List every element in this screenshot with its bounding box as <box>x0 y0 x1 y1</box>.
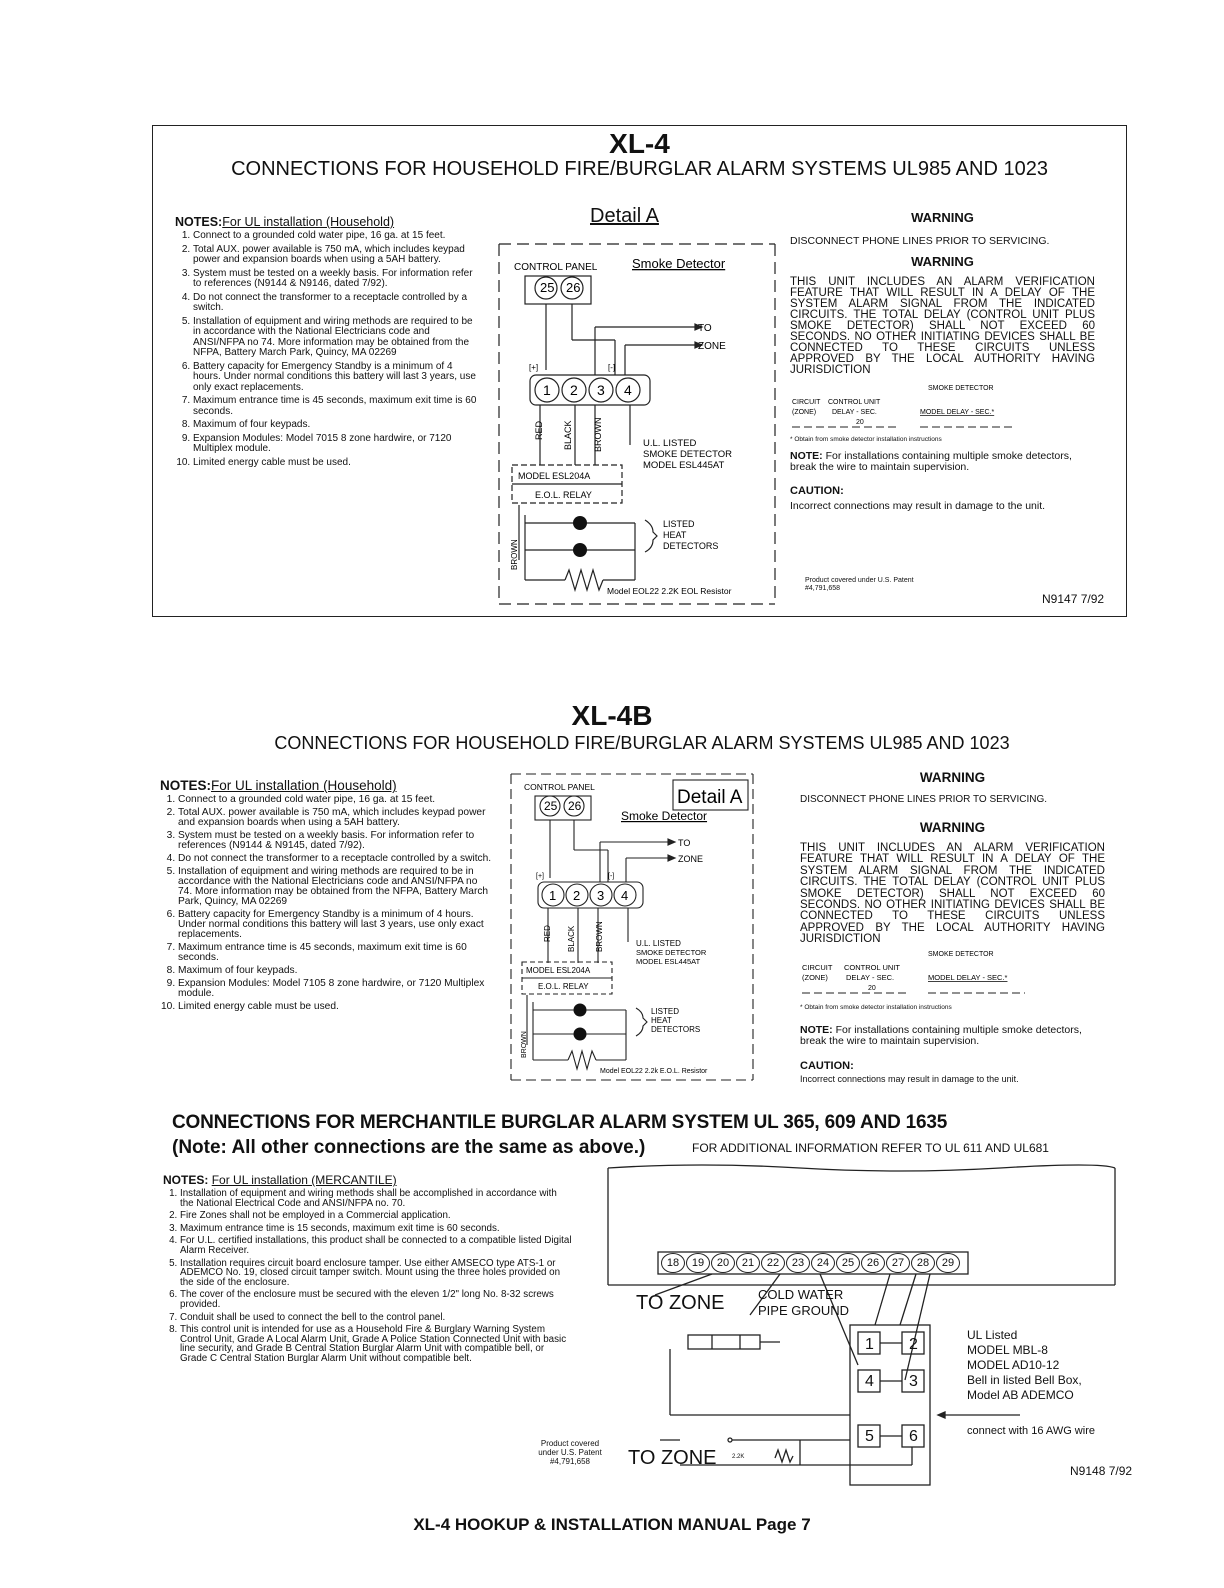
smoke-detector-caps: SMOKE DETECTOR <box>643 449 733 460</box>
xl4b-title: XL-4B <box>571 700 653 731</box>
model-ad: MODEL AD10-12 <box>967 1358 1060 1372</box>
bell-box: Bell in listed Bell Box, <box>967 1373 1082 1387</box>
warning-heading-2: WARNING <box>911 254 974 269</box>
warning-heading: WARNING <box>919 770 986 785</box>
bell-info <box>967 1328 1082 1403</box>
note-item: 10. Limited energy cable must be used. <box>178 1002 492 1012</box>
terminal-25: 25 <box>544 799 558 813</box>
note-text: For installations containing multiple smoke detectors, break the wire to maintain supervision. <box>800 1023 1082 1047</box>
note-item: 5. Installation requires circuit board enclosure tamper. Use either AMSECO type ATS-1 or ADEMCO No. 19, closed circuit tamper switch. Mount using the three holes provided on the side of the enclosure. <box>180 1259 573 1288</box>
smoke-detector-label: Smoke Detector <box>632 256 726 271</box>
terminal-2: 2 <box>573 888 581 903</box>
merc-note: (Note: All other connections are the same as above.) <box>172 1137 646 1158</box>
bell-terminal-4: 4 <box>865 1373 874 1390</box>
table-circuit: CIRCUIT <box>792 399 821 406</box>
detail-a-label: Detail A <box>590 205 659 227</box>
eol-relay-label: E.O.L. RELAY <box>535 490 592 500</box>
listed-label: LISTED <box>651 1007 680 1016</box>
brown-wire-label: BROWN <box>595 921 604 952</box>
table-control-unit: CONTROL UNIT <box>828 399 881 406</box>
heat-label: HEAT <box>663 530 687 540</box>
merc-additional: FOR ADDITIONAL INFORMATION REFER TO UL 611 AND UL681 <box>692 1141 1049 1155</box>
note-item: 8. This control unit is intended for use as a Household Fire & Burglary Warning System Control Unit, Grade A Local Alarm Unit, Grade A Police Station Connected Unit with basic line security, and Grade B Central Station Burglar Alarm Unit with compatible bell, or Grade C Central Station Burglar Alarm Unit without compatible belt. <box>180 1325 573 1363</box>
notes-list <box>160 795 492 1012</box>
model-204-label: MODEL ESL204A <box>526 966 591 975</box>
ul-listed-label: U.L. LISTED <box>636 939 681 948</box>
to-label: TO <box>698 323 712 334</box>
verification-text: THIS UNIT INCLUDES AN ALARM VERIFICATION FEATURE THAT WILL RESULT IN A DELAY OF THE SYSTEM ALARM SIGNAL FROM THE INDICATED CIRCUITS. THE TOTAL DELAY (CONTROL UNIT PLUS SMOKE DETECTOR) SHALL NOT EXCEED 60 SECONDS. NO OTHER INITIATING DEVICES SHALL BE CONNECTED TO THESE CIRCUITS UNLESS APPROVED BY THE LOCAL AUTHORITY HAVING JURISDICTION <box>790 276 1095 376</box>
zone-label: ZONE <box>678 854 704 864</box>
terminal-18: 18 <box>661 1253 685 1273</box>
disconnect-text: DISCONNECT PHONE LINES PRIOR TO SERVICING. <box>800 794 1048 805</box>
xl4-warnings <box>790 210 1095 512</box>
note-item: 3. Maximum entrance time is 15 seconds, maximum exit time is 60 seconds. <box>180 1224 573 1234</box>
brown-v-label: BROWN <box>510 539 519 570</box>
terminal-29: 29 <box>936 1253 960 1273</box>
note-item: 9. Expansion Modules: Model 7105 8 zone hardwire, or 7120 Multiplex module. <box>178 979 492 999</box>
to-label: TO <box>678 838 691 848</box>
eol-relay-label: E.O.L. RELAY <box>538 982 589 991</box>
model-445-label: MODEL ESL445AT <box>636 957 701 966</box>
detectors-label: DETECTORS <box>651 1025 701 1034</box>
bell-terminal-6: 6 <box>909 1428 918 1445</box>
ul-listed-label: U.L. LISTED <box>643 438 697 449</box>
table-value: 20 <box>856 419 864 426</box>
terminal-2: 2 <box>570 382 578 398</box>
table-circuit: CIRCUIT <box>802 962 833 972</box>
note-item: 6. The cover of the enclosure must be secured with the eleven 1/2" long No. 8-32 screws provided. <box>180 1290 573 1309</box>
control-panel-label: CONTROL PANEL <box>524 782 595 792</box>
terminal-28: 28 <box>911 1253 935 1273</box>
black-wire-label: BLACK <box>563 420 573 450</box>
table-smoke-det: SMOKE DETECTOR <box>928 385 994 392</box>
zone-label: ZONE <box>698 341 726 352</box>
table-model-delay: MODEL DELAY - SEC.* <box>928 972 1008 982</box>
model-204-label: MODEL ESL204A <box>518 471 591 481</box>
minus-label: [-] <box>608 873 615 880</box>
note-item: 4. For U.L. certified installations, this product shall be connected to a compatible listed Digital Alarm Receiver. <box>180 1236 573 1255</box>
terminal-3: 3 <box>597 382 605 398</box>
table-zone: (ZONE) <box>802 972 828 982</box>
model-ab: Model AB ADEMCO <box>967 1388 1074 1402</box>
to-zone-label-2: TO ZONE <box>628 1447 717 1469</box>
terminal-26: 26 <box>861 1253 885 1273</box>
xl4b-warnings <box>800 770 1105 1084</box>
detail-a-diagram <box>495 240 780 612</box>
cold-water-label: COLD WATER <box>758 1287 844 1302</box>
listed-label: LISTED <box>663 519 695 529</box>
note-item: 7. Maximum entrance time is 45 seconds, maximum exit time is 60 seconds. <box>178 943 492 963</box>
note-item: 7. Conduit shall be used to connect the bell to the control panel. <box>180 1313 573 1323</box>
note-item: 8. Maximum of four keypads. <box>193 420 480 431</box>
awg-label: connect with 16 AWG wire <box>967 1425 1095 1437</box>
obtain-text: * Obtain from smoke detector installation instructions <box>790 436 942 443</box>
notes-subtitle: For UL installation (Household) <box>222 215 395 229</box>
bell-terminal-2: 2 <box>909 1336 918 1353</box>
warning-heading-2: WARNING <box>919 820 986 835</box>
page-footer: XL-4 HOOKUP & INSTALLATION MANUAL Page 7 <box>413 1515 811 1534</box>
detectors-label: DETECTORS <box>663 541 719 551</box>
terminal-strip <box>661 1253 960 1273</box>
notes-label: NOTES: <box>160 778 212 793</box>
pipe-ground-label: PIPE GROUND <box>758 1303 850 1318</box>
caution-text: Incorrect connections may result in damage to the unit. <box>800 1073 1019 1084</box>
resistor-label: Model EOL22 2.2K EOL Resistor <box>607 586 732 596</box>
to-zone-label: TO ZONE <box>636 1292 725 1314</box>
caution-label: CAUTION: <box>800 1059 854 1072</box>
warning-heading: WARNING <box>911 210 974 225</box>
note-item: 3. System must be tested on a weekly basis. For information refer to references (N9144 & N9146, dated 7/92). <box>193 269 480 290</box>
xl4-notes <box>175 215 480 471</box>
note-item: 2. Total AUX. power available is 750 mA, which includes keypad power and expansion boards when using a 5AH battery. <box>178 808 492 828</box>
disconnect-text: DISCONNECT PHONE LINES PRIOR TO SERVICING. <box>790 235 1050 247</box>
note-item: 9. Expansion Modules: Model 7015 8 zone hardwire, or 7120 Multiplex module. <box>193 434 480 455</box>
terminal-19: 19 <box>686 1253 710 1273</box>
terminal-4: 4 <box>621 888 629 903</box>
caution-text: Incorrect connections may result in damage to the unit. <box>790 500 1046 512</box>
note-label: NOTE: <box>800 1023 833 1036</box>
black-wire-label: BLACK <box>567 925 576 952</box>
terminal-25: 25 <box>540 280 555 295</box>
verification-text: THIS UNIT INCLUDES AN ALARM VERIFICATION FEATURE THAT WILL RESULT IN A DELAY OF THE SYSTEM ALARM SIGNAL FROM THE INDICATED CIRCUITS. THE TOTAL DELAY (CONTROL UNIT PLUS SMOKE DETECTOR) SHALL NOT EXCEED 60 SECONDS. NO OTHER INITIATING DEVICES SHALL BE CONNECTED TO THESE CIRCUITS UNLESS APPROVED BY THE LOCAL AUTHORITY HAVING JURISDICTION <box>800 842 1105 946</box>
resistor-value: 2.2K <box>732 1454 745 1460</box>
note-item: 1. Connect to a grounded cold water pipe, 16 ga. at 15 feet. <box>178 795 492 805</box>
terminal-23: 23 <box>786 1253 810 1273</box>
note-item: 2. Fire Zones shall not be employed in a Commercial application. <box>180 1211 573 1221</box>
terminal-21: 21 <box>736 1253 760 1273</box>
merc-doc-id: N9148 7/92 <box>1070 1464 1133 1478</box>
model-445-label: MODEL ESL445AT <box>643 460 725 471</box>
notes-subtitle: For UL installation (MERCANTILE) <box>211 1173 397 1187</box>
note-item: 3. System must be tested on a weekly basis. For information refer to references (N9144 & N9145, dated 7/92). <box>178 831 492 851</box>
terminal-22: 22 <box>761 1253 785 1273</box>
ul-listed: UL Listed <box>967 1328 1018 1342</box>
note-text: For installations containing multiple smoke detectors, break the wire to maintain supervision. <box>790 450 1072 473</box>
note-item: 5. Installation of equipment and wiring methods are required to be in accordance with the National Electricians code and ANSI/NFPA no 74. More information may be obtained from the NFPA, Battery March Park, Quincy, MA 02269 <box>193 317 480 359</box>
terminal-25: 25 <box>836 1253 860 1273</box>
table-delay-sec: DELAY - SEC. <box>832 409 877 416</box>
notes-subtitle: For UL installation (Household) <box>211 778 397 793</box>
note-item: 10. Limited energy cable must be used. <box>193 458 480 469</box>
note-item: 1. Connect to a grounded cold water pipe, 16 ga. at 15 feet. <box>193 231 480 242</box>
table-control-unit: CONTROL UNIT <box>844 962 900 972</box>
table-delay-sec: DELAY - SEC. <box>846 972 895 982</box>
note-item: 1. Installation of equipment and wiring methods shall be accomplished in accordance with the National Electrical Code and ANSI/NFPA no. 70. <box>180 1189 573 1208</box>
note-item: 5. Installation of equipment and wiring methods are required to be in accordance with the National Electricians code and ANSI/NFPA no 74. More information may be obtained from the NFPA, Battery March Park, Quincy, MA 02269 <box>178 867 492 907</box>
caution-label: CAUTION: <box>790 485 844 497</box>
bell-terminal-5: 5 <box>865 1428 874 1445</box>
heat-label: HEAT <box>651 1016 672 1025</box>
xl4b-subtitle: CONNECTIONS FOR HOUSEHOLD FIRE/BURGLAR ALARM SYSTEMS UL985 AND 1023 <box>274 733 1010 753</box>
note-block <box>800 1025 1105 1047</box>
minus-label: [-] <box>608 363 616 372</box>
detail-a-diagram-2 <box>508 770 758 1086</box>
red-wire-label: RED <box>534 420 544 440</box>
note-item: 6. Battery capacity for Emergency Standby is a minimum of 4 hours. Under normal conditions this battery will last 3 years, use only exact replacements. <box>193 362 480 394</box>
xl4b-notes <box>160 778 492 1015</box>
xl4-title: XL-4 <box>609 128 670 159</box>
merc-notes <box>163 1173 573 1367</box>
note-item: 2. Total AUX. power available is 750 mA, which includes keypad power and expansion boards when using a 5AH battery. <box>193 245 480 266</box>
notes-list <box>163 1189 573 1364</box>
note-item: 4. Do not connect the transformer to a receptacle controlled by a switch. <box>178 854 492 864</box>
notes-label: NOTES: <box>163 1173 209 1187</box>
plus-label: [+] <box>529 363 539 372</box>
resistor-label: Model EOL22 2.2k E.O.L. Resistor <box>600 1068 708 1075</box>
table-smoke-det: SMOKE DETECTOR <box>928 950 994 958</box>
terminal-1: 1 <box>549 888 557 903</box>
brown-v-label: BROWN <box>521 1031 528 1058</box>
terminal-20: 20 <box>711 1253 735 1273</box>
brown-wire-label: BROWN <box>593 417 603 452</box>
notes-label: NOTES: <box>175 215 223 229</box>
note-item: 4. Do not connect the transformer to a receptacle controlled by a switch. <box>193 293 480 314</box>
terminal-27: 27 <box>886 1253 910 1273</box>
patent-text: Product covered under U.S. Patent #4,791,658 <box>805 577 914 592</box>
note-label: NOTE: <box>790 450 823 462</box>
delay-table <box>790 378 1090 436</box>
control-panel-label: CONTROL PANEL <box>514 262 598 273</box>
terminal-24: 24 <box>811 1253 835 1273</box>
table-model-delay: MODEL DELAY - SEC.* <box>920 409 995 416</box>
note-item: 7. Maximum entrance time is 45 seconds, maximum exit time is 60 seconds. <box>193 396 480 417</box>
note-block <box>790 451 1095 473</box>
merc-diagram <box>600 1160 1120 1490</box>
terminal-26: 26 <box>568 799 582 813</box>
merc-title: CONNECTIONS FOR MERCHANTILE BURGLAR ALARM SYSTEM UL 365, 609 AND 1635 <box>172 1112 948 1133</box>
plus-label: [+] <box>536 873 544 880</box>
delay-table-2 <box>800 946 1100 1004</box>
terminal-26: 26 <box>566 280 581 295</box>
terminal-4: 4 <box>624 382 632 398</box>
note-item: 8. Maximum of four keypads. <box>178 966 492 976</box>
smoke-detector-label: Smoke Detector <box>621 809 708 823</box>
bell-terminal-1: 1 <box>865 1336 874 1353</box>
notes-list <box>175 231 480 468</box>
note-item: 6. Battery capacity for Emergency Standby is a minimum of 4 hours. Under normal conditions this battery will last 3 years, use only exact replacements. <box>178 910 492 940</box>
detail-a-label-2: Detail A <box>677 787 743 808</box>
red-wire-label: RED <box>543 925 552 942</box>
merc-patent: Product covered under U.S. Patent #4,791,658 <box>538 1439 602 1466</box>
terminal-1: 1 <box>543 382 551 398</box>
obtain-text: * Obtain from smoke detector installation instructions <box>800 1003 952 1011</box>
terminal-3: 3 <box>597 888 605 903</box>
xl4-subtitle: CONNECTIONS FOR HOUSEHOLD FIRE/BURGLAR ALARM SYSTEMS UL985 AND 1023 <box>231 158 1048 180</box>
model-mbl: MODEL MBL-8 <box>967 1343 1048 1357</box>
doc-id: N9147 7/92 <box>1042 592 1105 606</box>
smoke-detector-caps: SMOKE DETECTOR <box>636 948 707 957</box>
table-value: 20 <box>868 984 876 992</box>
table-zone: (ZONE) <box>792 409 817 416</box>
bell-terminal-3: 3 <box>909 1373 918 1390</box>
